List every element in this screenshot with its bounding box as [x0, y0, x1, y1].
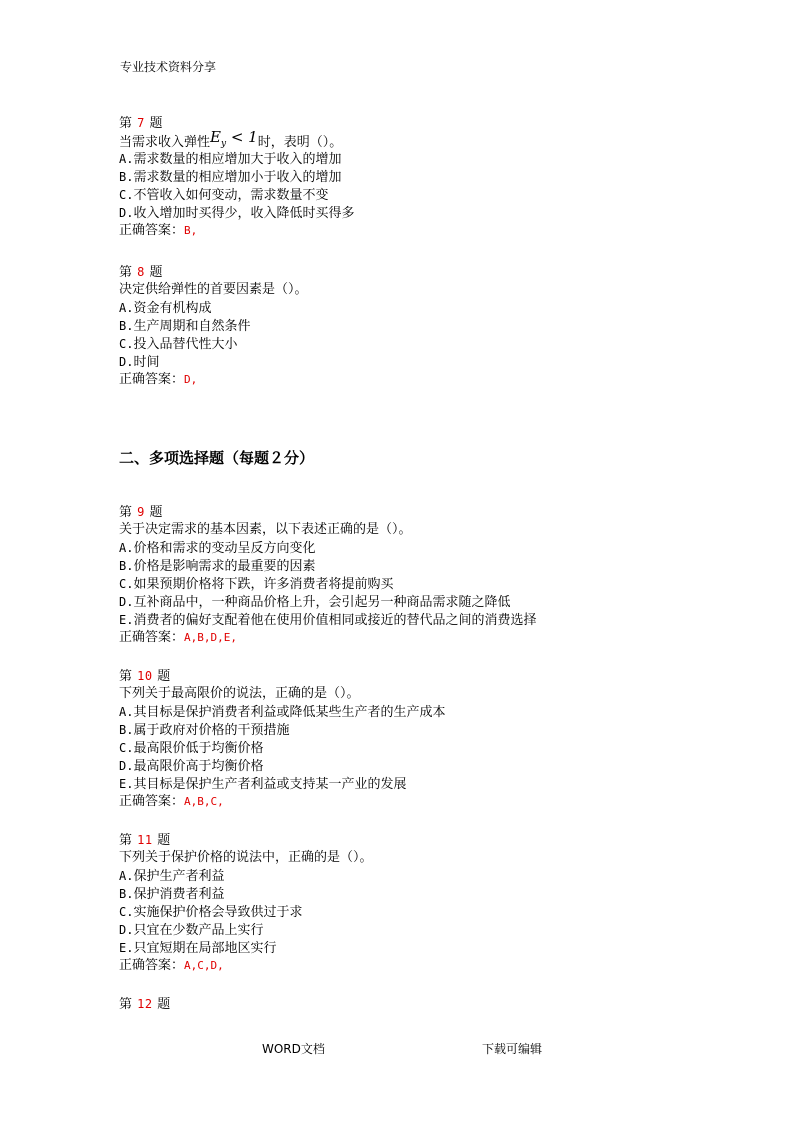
option-letter: C.	[119, 905, 134, 919]
option-a	[119, 299, 308, 317]
question-number	[119, 263, 308, 281]
stem-text-before: 当需求收入弹性	[119, 135, 211, 150]
option-text: 价格是影响需求的最重要的因素	[133, 559, 316, 574]
question-11	[119, 831, 373, 975]
option-text: 属于政府对价格的干预措施	[133, 723, 290, 738]
option-letter: A.	[119, 705, 134, 719]
option-c	[119, 186, 354, 204]
question-number	[119, 995, 171, 1013]
question-label-suffix: 题	[149, 265, 164, 280]
stem-text-after: 时，表明（）。	[257, 135, 343, 150]
option-text: 如果预期价格将下跌，许多消费者将提前购买	[133, 577, 394, 592]
option-b	[119, 885, 373, 903]
option-b	[119, 557, 536, 575]
question-label-prefix: 第	[119, 505, 133, 520]
question-label-suffix: 题	[157, 669, 171, 684]
option-letter: A.	[119, 541, 134, 555]
option-letter: E.	[119, 941, 134, 955]
option-d	[119, 921, 373, 939]
question-stem: 决定供给弹性的首要因素是（）。	[119, 282, 308, 297]
option-letter: C.	[119, 337, 134, 351]
question-label-prefix: 第	[119, 265, 133, 280]
option-letter: E.	[119, 777, 134, 791]
option-a	[119, 867, 373, 885]
footer-left-text: WORD文档	[262, 1042, 325, 1056]
option-c	[119, 903, 373, 921]
question-number	[119, 667, 445, 685]
question-number-value: 7	[137, 116, 145, 130]
question-label-suffix: 题	[149, 505, 164, 520]
question-number-value: 11	[137, 833, 153, 847]
question-10	[119, 667, 445, 811]
option-text: 投入品替代性大小	[133, 337, 238, 352]
answer-value: A,C,D,	[184, 959, 224, 972]
option-letter: D.	[119, 759, 134, 773]
math-subscript: y	[220, 139, 227, 149]
option-b	[119, 317, 308, 335]
question-label-prefix: 第	[119, 997, 133, 1012]
option-text: 其目标是保护消费者利益或降低某些生产者的生产成本	[133, 705, 446, 720]
answer-value: A,B,D,E,	[184, 631, 237, 644]
answer-value: B,	[184, 224, 198, 237]
option-letter: C.	[119, 188, 134, 202]
option-text: 保护消费者利益	[133, 887, 225, 902]
question-stem	[119, 128, 354, 150]
option-letter: D.	[119, 923, 134, 937]
option-text: 收入增加时买得少，收入降低时买得多	[133, 206, 355, 221]
option-letter: C.	[119, 741, 134, 755]
option-text: 时间	[133, 355, 160, 370]
option-b	[119, 168, 354, 186]
option-e	[119, 939, 373, 957]
option-letter: B.	[119, 170, 134, 184]
question-7	[119, 114, 354, 240]
option-d	[119, 204, 354, 222]
option-letter: B.	[119, 319, 134, 333]
option-text: 互补商品中，一种商品价格上升，会引起另一种商品需求随之降低	[133, 595, 511, 610]
option-text: 消费者的偏好支配着他在使用价值相同或接近的替代品之间的消费选择	[133, 613, 537, 628]
option-letter: B.	[119, 887, 134, 901]
question-label-suffix: 题	[149, 116, 164, 131]
question-stem: 下列关于保护价格的说法中，正确的是（）。	[119, 850, 373, 865]
option-letter: E.	[119, 613, 134, 627]
question-label-prefix: 第	[119, 833, 133, 848]
question-number-value: 12	[137, 997, 153, 1011]
answer-line	[119, 629, 536, 647]
option-c	[119, 335, 308, 353]
option-text: 最高限价高于均衡价格	[133, 759, 264, 774]
question-9	[119, 503, 536, 647]
option-text: 资金有机构成	[133, 301, 212, 316]
question-label-prefix: 第	[119, 669, 133, 684]
option-a	[119, 703, 445, 721]
option-e	[119, 775, 445, 793]
answer-label: 正确答案：	[119, 372, 185, 387]
question-stem: 关于决定需求的基本因素，以下表述正确的是（）。	[119, 522, 412, 537]
page-header: 专业技术资料分享	[120, 60, 217, 74]
option-letter: A.	[119, 869, 134, 883]
answer-line	[119, 793, 445, 811]
question-label-suffix: 题	[157, 997, 171, 1012]
section-title: 二、多项选择题（每题２分）	[119, 449, 315, 467]
option-text: 不管收入如何变动，需求数量不变	[133, 188, 329, 203]
option-c	[119, 575, 536, 593]
answer-line	[119, 957, 373, 975]
math-variable: E	[210, 128, 221, 146]
answer-label: 正确答案：	[119, 223, 185, 238]
answer-label: 正确答案：	[119, 958, 185, 973]
option-text: 价格和需求的变动呈反方向变化	[133, 541, 316, 556]
option-d	[119, 593, 536, 611]
option-letter: D.	[119, 595, 134, 609]
option-c	[119, 739, 445, 757]
option-text: 其目标是保护生产者利益或支持某一产业的发展	[133, 777, 407, 792]
question-number	[119, 503, 536, 521]
question-number-value: 9	[137, 505, 145, 519]
option-letter: D.	[119, 355, 134, 369]
option-text: 需求数量的相应增加小于收入的增加	[133, 170, 342, 185]
option-letter: B.	[119, 723, 134, 737]
option-letter: C.	[119, 577, 134, 591]
option-text: 生产周期和自然条件	[133, 319, 251, 334]
option-text: 只宜短期在局部地区实行	[133, 941, 277, 956]
option-e	[119, 611, 536, 629]
question-label-suffix: 题	[157, 833, 171, 848]
option-letter: A.	[119, 301, 134, 315]
option-d	[119, 353, 308, 371]
question-number-value: 8	[137, 265, 145, 279]
option-text: 实施保护价格会导致供过于求	[133, 905, 303, 920]
answer-value: D,	[184, 373, 198, 386]
option-a	[119, 150, 354, 168]
option-letter: D.	[119, 206, 134, 220]
question-8	[119, 263, 308, 389]
option-a	[119, 539, 536, 557]
footer-right-text: 下载可编辑	[482, 1042, 543, 1056]
question-12	[119, 995, 171, 1013]
option-text: 需求数量的相应增加大于收入的增加	[133, 152, 342, 167]
math-formula	[210, 128, 258, 149]
answer-label: 正确答案：	[119, 630, 185, 645]
option-letter: B.	[119, 559, 134, 573]
question-number-value: 10	[137, 669, 153, 683]
question-label-prefix: 第	[119, 116, 133, 131]
answer-value: A,B,C,	[184, 795, 224, 808]
option-text: 只宜在少数产品上实行	[133, 923, 264, 938]
option-text: 保护生产者利益	[133, 869, 225, 884]
answer-line	[119, 222, 354, 240]
option-b	[119, 721, 445, 739]
answer-label: 正确答案：	[119, 794, 185, 809]
option-d	[119, 757, 445, 775]
answer-line	[119, 371, 308, 389]
option-letter: A.	[119, 152, 134, 166]
math-relation: < 1	[226, 128, 258, 146]
question-stem: 下列关于最高限价的说法，正确的是（）。	[119, 686, 360, 701]
question-number	[119, 831, 373, 849]
option-text: 最高限价低于均衡价格	[133, 741, 264, 756]
